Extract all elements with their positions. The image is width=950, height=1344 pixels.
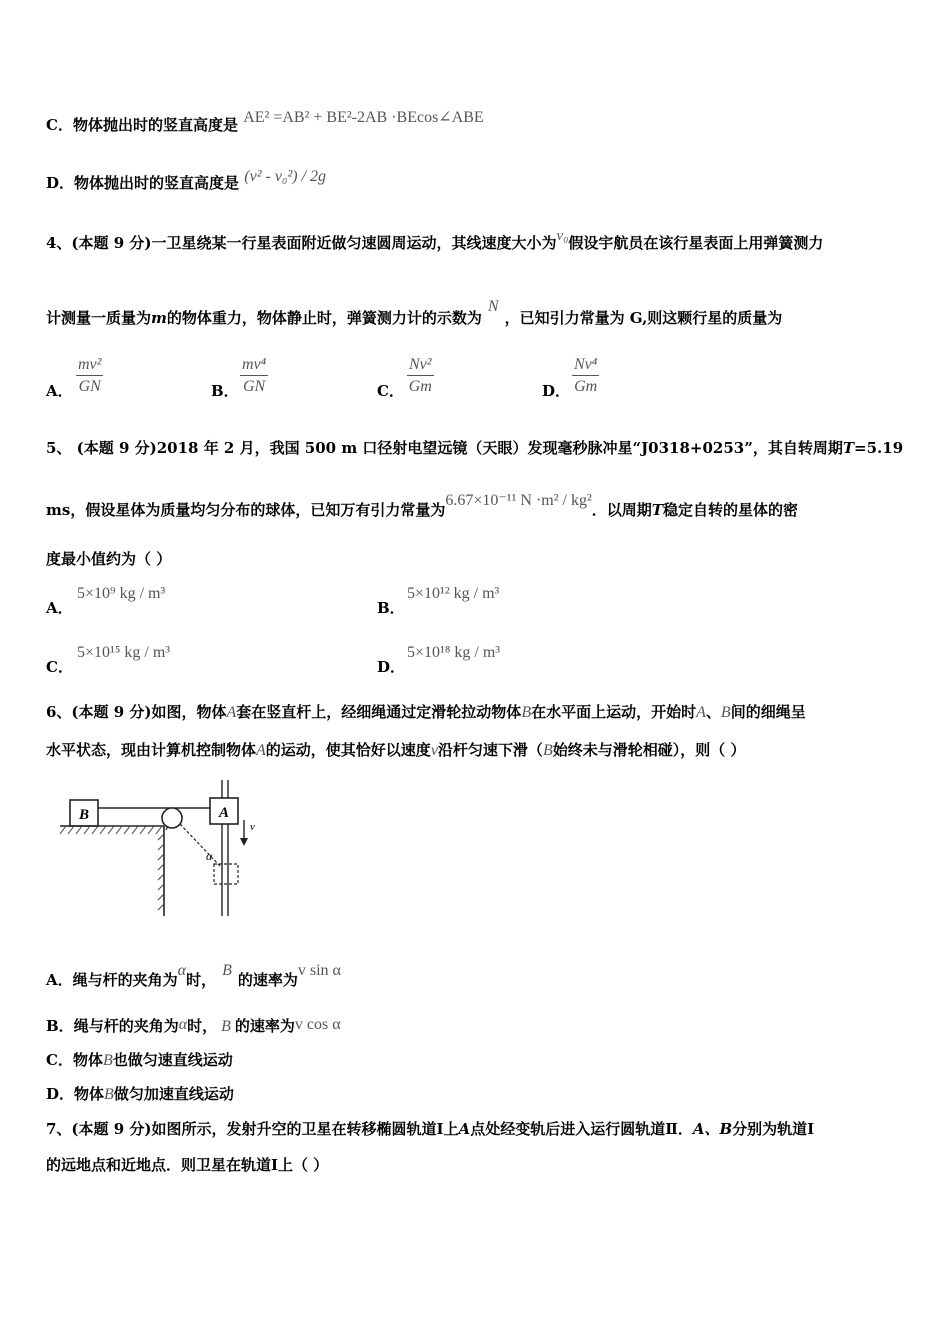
numerator: Nv⁴ xyxy=(572,355,599,376)
ab-symbols: A、B xyxy=(692,1120,733,1138)
denominator: GN xyxy=(78,378,101,395)
q4-stem-line1 xyxy=(46,228,824,254)
wall-hatching xyxy=(158,834,164,910)
gravitational-constant: 6.67×10⁻¹¹ N ·m² / kg² xyxy=(445,492,592,509)
stem-text: 度最小值约为（ ） xyxy=(46,550,172,568)
stem-text: 的远地点和近地点．则卫星在轨道Ⅰ上（ ） xyxy=(46,1156,329,1174)
formula: v sin α xyxy=(297,962,341,979)
option-text: 物体 xyxy=(74,1085,105,1103)
option-text: 绳与杆的夹角为 xyxy=(73,1017,179,1035)
stem-text: 7、(本题 9 分)如图所示，发射升空的卫星在转移椭圆轨道Ⅰ上 xyxy=(46,1120,459,1138)
rope-dashed xyxy=(180,824,220,866)
q3-option-d xyxy=(46,168,327,194)
q3-option-c xyxy=(46,109,484,136)
b-symbol: B xyxy=(104,1086,114,1103)
option-text: 绳与杆的夹角为 xyxy=(72,971,178,989)
option-label: C． xyxy=(46,116,73,134)
option-d-label: D． xyxy=(377,658,406,676)
t-symbol: T xyxy=(651,501,663,519)
option-d-label: D． xyxy=(542,382,571,400)
v0-symbol: v₀ xyxy=(556,228,569,244)
stem-text: 套在竖直杆上，经细绳通过定滑轮拉动物体 xyxy=(236,703,522,721)
option-c-label: C． xyxy=(377,382,404,400)
q6-stem-line1 xyxy=(46,702,806,723)
q3-option-c-formula: AE² =AB² + BE²-2AB ·BEcos∠ABE xyxy=(243,109,484,126)
option-label: C． xyxy=(46,1051,73,1069)
velocity-label: v xyxy=(250,821,255,833)
option-a-fraction xyxy=(76,355,103,398)
stem-text: 6、(本题 9 分)如图，物体 xyxy=(46,703,227,721)
formula: v cos α xyxy=(294,1016,341,1033)
a-symbol: A xyxy=(458,1120,471,1138)
q6-stem-line2 xyxy=(46,740,745,761)
stem-text: 假设宇航员在该行星表面上用弹簧测力 xyxy=(568,234,824,252)
denominator: GN xyxy=(242,378,266,395)
stem-text: 5、 (本题 9 分)2018 年 2 月，我国 500 m 口径射电望远镜（天眼）发现毫秒脉冲星“J0318+0253”，其自转周期 xyxy=(46,439,843,457)
q4-stem-line2 xyxy=(46,298,783,329)
alpha-label: α xyxy=(206,849,213,863)
b-symbol: B xyxy=(720,704,731,721)
stem-text: 水平状态，现由计算机控制物体 xyxy=(46,741,257,759)
denominator: Gm xyxy=(408,378,432,395)
stem-text: 4、(本题 9 分)一卫星绕某一行星表面附近做匀速圆周运动，其线速度大小为 xyxy=(46,234,557,252)
v-symbol: v xyxy=(430,742,438,759)
stem-text: ，已知引力常量为 G,则这颗行星的质量为 xyxy=(504,309,783,327)
denominator: Gm xyxy=(574,378,598,395)
arrow-head-icon xyxy=(240,838,248,846)
option-text: 时， xyxy=(187,1017,218,1035)
alpha-symbol: α xyxy=(177,962,187,979)
option-label: D． xyxy=(46,1085,75,1103)
block-a-label: A xyxy=(218,805,230,821)
pulley xyxy=(162,808,182,828)
b-symbol: B xyxy=(102,1052,113,1069)
option-text: 的速率为 xyxy=(237,971,298,989)
option-text: 物体抛出时的竖直高度是 xyxy=(72,116,238,134)
option-text: 的速率为 xyxy=(234,1017,295,1035)
numerator: mv² xyxy=(76,355,103,376)
option-a-label: A． xyxy=(46,599,73,617)
option-c-fraction xyxy=(407,355,434,398)
q7-stem-line1 xyxy=(46,1119,814,1139)
a-symbol: A xyxy=(226,704,237,721)
option-label: A． xyxy=(46,971,73,989)
q5-stem-line2 xyxy=(46,492,798,521)
stem-text: ms，假设星体为质量均匀分布的球体，已知万有引力常量为 xyxy=(46,501,446,519)
m-symbol: m xyxy=(151,309,167,327)
option-d-fraction xyxy=(572,355,599,398)
q7-stem-line2 xyxy=(46,1155,328,1175)
option-b-fraction xyxy=(240,355,268,398)
stem-text: =5.19 xyxy=(854,439,904,457)
b-symbol: B xyxy=(221,1018,231,1035)
stem-text: 、 xyxy=(705,703,721,721)
stem-text: 沿杆匀速下滑（ xyxy=(437,741,543,759)
stem-text: 计测量一质量为 xyxy=(46,309,152,327)
t-symbol: T xyxy=(842,439,855,457)
option-b-label: B． xyxy=(211,382,239,400)
stem-text: 的运动，使其恰好以速度 xyxy=(265,741,431,759)
numerator: Nv² xyxy=(407,355,434,376)
option-text: 也做匀速直线运动 xyxy=(112,1051,233,1069)
stem-text: 点处经变轨后进入运行圆轨道Ⅱ． xyxy=(470,1120,693,1138)
option-a-value: 5×10⁹ kg / m³ xyxy=(77,585,166,602)
option-b-label: B． xyxy=(377,599,405,617)
ground-hatching xyxy=(60,826,162,834)
option-d-value: 5×10¹⁸ kg / m³ xyxy=(407,644,501,661)
stem-text: 间的细绳呈 xyxy=(730,703,806,721)
option-text: 物体抛出时的竖直高度是 xyxy=(74,174,240,192)
option-label: B． xyxy=(46,1017,74,1035)
q6-option-d xyxy=(46,1084,234,1105)
q5-stem-line3 xyxy=(46,549,171,569)
option-text: 物体 xyxy=(72,1051,103,1069)
option-text: 做匀加速直线运动 xyxy=(113,1085,234,1103)
a-symbol: A xyxy=(256,742,266,759)
option-b-value: 5×10¹² kg / m³ xyxy=(407,585,500,602)
stem-text: 稳定自转的星体的密 xyxy=(662,501,798,519)
b-symbol: B xyxy=(521,704,532,721)
stem-text: 始终未与滑轮相碰），则（ ） xyxy=(552,741,746,759)
numerator: mv⁴ xyxy=(240,355,268,376)
option-c-value: 5×10¹⁵ kg / m³ xyxy=(77,644,171,661)
q5-stem-line1 xyxy=(46,438,903,458)
q6-option-a xyxy=(46,962,341,991)
b-symbol: B xyxy=(222,962,232,979)
stem-text: 在水平面上运动，开始时 xyxy=(531,703,697,721)
option-a-label: A． xyxy=(46,382,73,400)
block-a-dashed xyxy=(214,864,238,884)
stem-text: 分别为轨道Ⅰ xyxy=(732,1120,815,1138)
n-symbol: N xyxy=(487,298,499,315)
q6-option-c xyxy=(46,1050,233,1071)
pulley-diagram xyxy=(46,770,286,922)
stem-text: ．以周期 xyxy=(591,501,652,519)
option-c-label: C． xyxy=(46,658,73,676)
a-symbol: A xyxy=(696,704,706,721)
q6-option-b xyxy=(46,1016,341,1037)
option-label: D． xyxy=(46,174,75,192)
b-symbol: B xyxy=(542,742,553,759)
stem-text: 的物体重力，物体静止时，弹簧测力计的示数为 xyxy=(166,309,482,327)
block-b-label: B xyxy=(78,807,90,823)
option-text: 时， xyxy=(186,971,217,989)
alpha-symbol: α xyxy=(178,1016,188,1033)
q3-option-d-formula: (v² - v₀²) / 2g xyxy=(244,168,327,185)
